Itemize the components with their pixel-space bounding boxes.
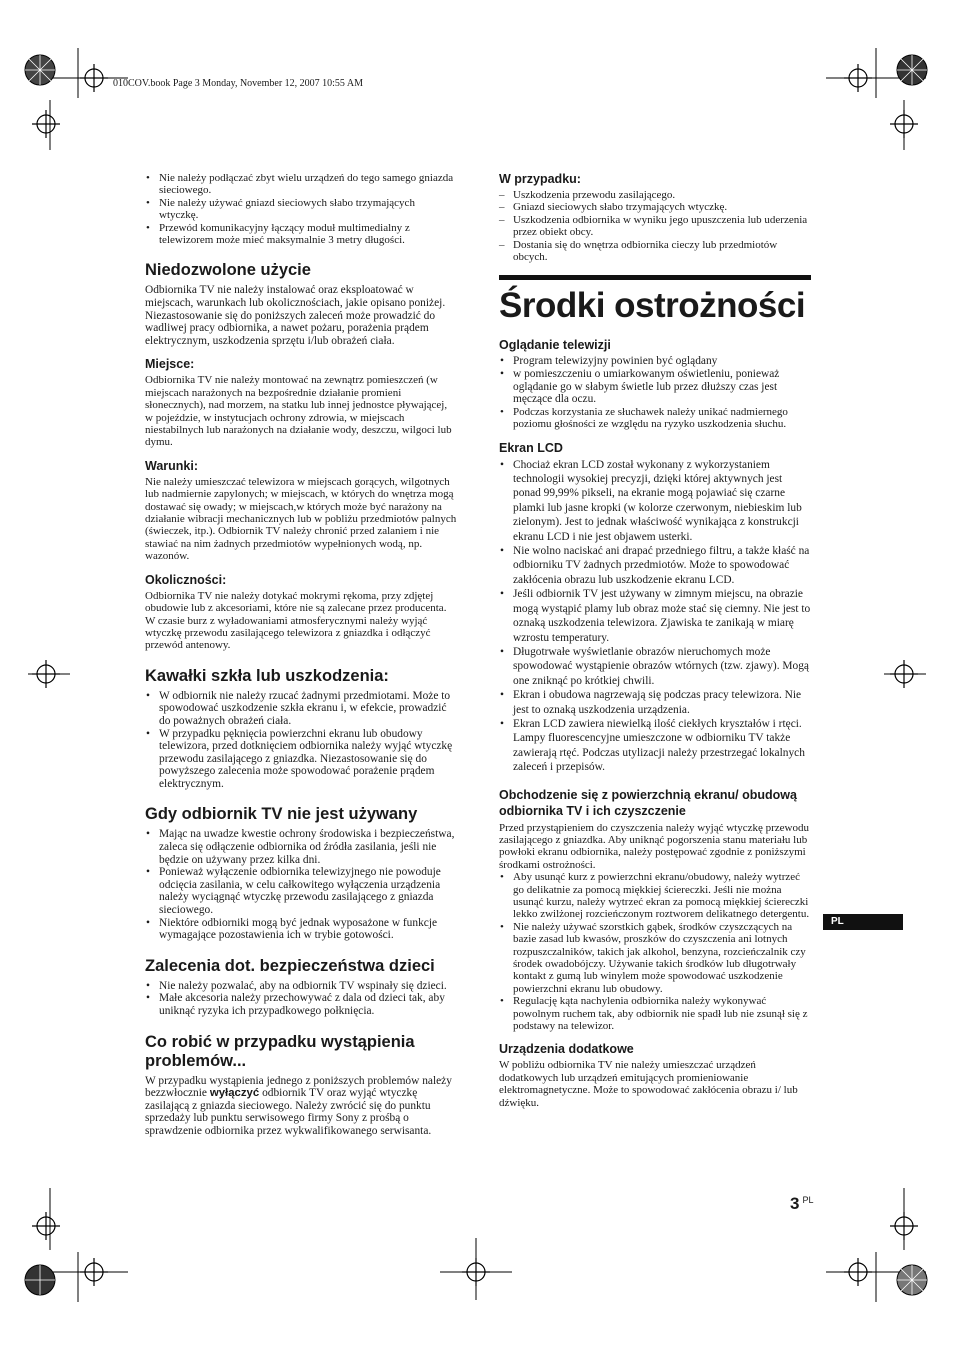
bullet-list bbox=[499, 871, 811, 1032]
section-heading: Gdy odbiornik TV nie jest używany bbox=[145, 805, 418, 824]
list-item: • W przypadku pęknięcia powierzchni ekranu lub obudowy telewizora, przed dotknięciem odbiornika należy wyjąć wtyczkę przewodu zasilającego z gniazdka. Niezastosowanie się do powyższego zalecenia może spowodować porażenie prądem elektrycznym. bbox=[145, 728, 457, 791]
list-item: • Nie należy pozwalać, aby na odbiornik TV wspinały się dzieci. bbox=[145, 980, 457, 993]
subsection-heading: Miejsce: bbox=[145, 357, 195, 372]
list-item: – Dostania się do wnętrza odbiornika cieczy lub przedmiotów obcych. bbox=[499, 239, 811, 264]
list-item: • Niektóre odbiorniki mogą być jednak wyposażone w funkcje wymagające pozostawienia ich w trybie gotowości. bbox=[145, 917, 457, 942]
language-tab: PL bbox=[823, 914, 903, 930]
list-item: • Aby usunąć kurz z powierzchni ekranu/obudowy, należy wytrzeć go delikatnie za pomocą miękkiej ściereczki. Jeśli nie można usunąć kurzu, należy wytrzeć ekran za pomocą miękkiej ściereczki lekko zwilżonej rozcieńczonym roztworem delikatnego detergentu. bbox=[499, 871, 811, 921]
list-item: • Nie należy używać szorstkich gąbek, środków czyszczących na bazie zasad lub kwasów, proszków do czyszczenia ani lotnych rozpuszczalników, takich jak alkohol, benzyna, rozcieńczalnik czy środek owadobójczy. Używanie takich środków lub długotrwały kontakt z gumą lub winylem może spowodować uszkodzenie powierzchni ekranu lub obudowy. bbox=[499, 921, 811, 995]
list-item: • Mając na uwadze kwestie ochrony środowiska i bezpieczeństwa, zaleca się odłączenie odbiornika od źródła zasilania, jeśli nie będzie on używany przez kilka dni. bbox=[145, 828, 457, 866]
section-heading: Niedozwolone użycie bbox=[145, 261, 311, 280]
subsection-heading: Warunki: bbox=[145, 458, 199, 473]
subsection-heading: Oglądanie telewizji bbox=[499, 338, 611, 353]
list-item: • Nie należy używać gniazd sieciowych słabo trzymających wtyczkę. bbox=[145, 197, 457, 222]
list-item: – Uszkodzenia przewodu zasilającego. bbox=[499, 189, 811, 201]
subsection-heading: Ekran LCD bbox=[499, 440, 563, 455]
bullet-list bbox=[145, 690, 457, 791]
list-item: • Długotrwałe wyświetlanie obrazów nieruchomych może spowodować wystąpienie obrazów wtórnych (tzw. zjawy). Mogą one zniknąć po krótkiej chwili. bbox=[499, 645, 811, 688]
list-item: • Ekran LCD zawiera niewielką ilość ciekłych kryształów i rtęci. Lampy fluorescencyjne umieszczone w odbiorniku TV także zawierają rtęć. Podczas utylizacji należy przestrzegać lokalnych zaleceń i przepisów. bbox=[499, 717, 811, 775]
left-column bbox=[145, 172, 457, 1138]
paragraph bbox=[145, 1075, 457, 1138]
page-title: Środki ostrożności bbox=[499, 286, 806, 326]
list-item: – Gniazd sieciowych słabo trzymających wtyczkę. bbox=[499, 201, 811, 213]
section-heading: Kawałki szkła lub uszkodzenia: bbox=[145, 666, 389, 685]
subsection-heading: W przypadku: bbox=[499, 172, 581, 186]
right-column bbox=[499, 172, 811, 1109]
paragraph: Nie należy umieszczać telewizora w miejscach gorących, wilgotnych lub nadmiernie zapylonych; w miejscach, w których do wnętrza mogą dostawać się owady; w miejscach,w których może być narażony na działanie wibracji mechanicznych lub w pobliżu przedmiotów palnych (świeczek, itp.). Odbiornik TV należy chronić przed zalaniem i nie stawiać na nim żadnych przedmiotów wypełnionych wodą, np. wazonów. bbox=[145, 475, 457, 563]
list-item: • Chociaż ekran LCD został wykonany z wykorzystaniem technologii wysokiej precyzji, dzięki której aktywnych jest ponad 99,99% pikseli, na ekranie mogą pojawiać się czarne plamki lub jasne kropki (w kolorze czerwonym, niebieskim lub zielonym). Jest to jednak właściwość wynikająca z konstrukcji ekranu LCD i nie jest objawem usterki. bbox=[499, 458, 811, 544]
text: W przypadku wystąpienia jednego z poniższych problemów należy bezzwłocznie bbox=[145, 1074, 452, 1100]
section-heading: Co robić w przypadku wystąpienia problemów... bbox=[145, 1032, 415, 1070]
list-item: • W odbiornik nie należy rzucać żadnymi przedmiotami. Może to spowodować uszkodzenie szkła ekranu i, w efekcie, prowadzić do poważnych obrażeń ciała. bbox=[145, 690, 457, 728]
bullet-list bbox=[145, 980, 457, 1018]
dash-list bbox=[499, 189, 811, 263]
page-lang: PL bbox=[802, 1195, 814, 1205]
text: odbiornik TV oraz wyjąć wtyczkę zasilającą z gniazda sieciowego. Należy zwrócić się do punktu sprzedaży lub punktu serwisowego firmy Sony z prośbą o sprawdzenie odbiornika przez wykwalifikowanego serwisanta. bbox=[145, 1087, 432, 1137]
list-item: • Program telewizyjny powinien być oglądany bbox=[499, 355, 811, 368]
paragraph: Przed przystąpieniem do czyszczenia należy wyjąć wtyczkę przewodu zasilającego z gniazdka. Aby uniknąć pogorszenia stanu materiału lub powłoki ekranu odbiornika, należy postępować zgodnie z poniższymi środkami ostrożności. bbox=[499, 821, 809, 871]
bold-text: wyłączyć bbox=[209, 1087, 260, 1100]
intro-list bbox=[145, 172, 457, 246]
list-item: – Uszkodzenia odbiornika w wyniku jego upuszczenia lub uderzenia przez obiekt obcy. bbox=[499, 214, 811, 239]
list-item: • Podczas korzystania ze słuchawek należy unikać nadmiernego poziomu głośności ze względu na ryzyko uszkodzenia słuchu. bbox=[499, 406, 811, 431]
list-item: • Ponieważ wyłączenie odbiornika telewizyjnego nie powoduje odcięcia zasilania, w celu całkowitego wyłączenia urządzenia należy wyciągnąć wtyczkę przewodu zasilającego z gniazda sieciowego. bbox=[145, 866, 457, 916]
section-heading: Zalecenia dot. bezpieczeństwa dzieci bbox=[145, 956, 435, 975]
bullet-list bbox=[145, 828, 457, 941]
subsection-heading: Urządzenia dodatkowe bbox=[499, 1042, 634, 1057]
list-item: • Jeśli odbiornik TV jest używany w zimnym miejscu, na obrazie mogą wystąpić plamy lub obraz może stać się ciemny. Nie jest to oznaką uszkodzenia telewizora. Zjawiska te zanikają w miarę wzrostu temperatury. bbox=[499, 587, 811, 645]
subsection-heading: Okoliczności: bbox=[145, 572, 227, 587]
list-item: • Regulację kąta nachylenia odbiornika należy wykonywać powolnym ruchem tak, aby odbiornik nie spadł lub nie zsunął się z podstawy na telewizor. bbox=[499, 995, 811, 1032]
bullet-list bbox=[499, 355, 811, 430]
page-number-value: 3 bbox=[790, 1194, 800, 1213]
title-rule bbox=[499, 275, 811, 280]
paragraph: Odbiornika TV nie należy instalować oraz eksploatować w miejscach, warunkach lub okolicznościach, jakie opisano poniżej. Niezastosowanie się do poniższych zaleceń może prowadzić do wadliwej pracy odbiornika, a nawet pożaru, porażenia prądem elektrycznym, uszkodzenia sprzętu i/lub obrażeń ciała. bbox=[145, 284, 446, 347]
list-item: • Nie wolno naciskać ani drapać przedniego filtru, a także kłaść na odbiorniku TV żadnych przedmiotów. Może to spowodować zakłócenia obrazu lub uszkodzenie ekranu LCD. bbox=[499, 544, 811, 587]
paragraph: Odbiornika TV nie należy montować na zewnątrz pomieszczeń (w miejscach narażonych na bezpośrednie działanie promieni słonecznych), nad morzem, na statku lub innej jednostce pływającej, w pojeździe, w instytucjach ochrony zdrowia, w miejscach niestabilnych lub narażonych na działanie wody, deszczu, wilgoci lub dymu. bbox=[145, 374, 452, 449]
paragraph: Odbiornika TV nie należy dotykać mokrymi rękoma, przy zdjętej obudowie lub z akcesoriami, które nie są zalecane przez producenta. W czasie burz z wyładowaniami atmosferycznymi należy wyjąć wtyczkę przewodu zasilającego telewizora z gniazdka i odłączyć przewód antenowy. bbox=[145, 589, 447, 652]
subsection-heading: Obchodzenie się z powierzchnią ekranu/ obudową odbiornika TV i ich czyszczenie bbox=[499, 787, 797, 818]
list-item: • w pomieszczeniu o umiarkowanym oświetleniu, ponieważ oglądanie go w słabym świetle lub przez dłuższy czas jest męczące dla oczu. bbox=[499, 368, 811, 406]
list-item: • Małe akcesoria należy przechowywać z dala od dzieci tak, aby uniknąć ryzyka ich przypadkowego połknięcia. bbox=[145, 992, 457, 1017]
bullet-list bbox=[499, 458, 811, 775]
paragraph: W pobliżu odbiornika TV nie należy umieszczać urządzeń dodatkowych lub urządzeń emitujących promieniowanie elektromagnetyczne. Może to spowodować zakłócenia obrazu i/ lub dźwięku. bbox=[499, 1059, 798, 1109]
list-item: • Ekran i obudowa nagrzewają się podczas pracy telewizora. Nie jest to oznaką uszkodzenia urządzenia. bbox=[499, 688, 811, 717]
list-item: • Przewód komunikacyjny łączący moduł multimedialny z telewizorem może mieć maksymalnie 3 metry długości. bbox=[145, 222, 457, 247]
file-header: 010COV.book Page 3 Monday, November 12, 2007 10:55 AM bbox=[113, 78, 363, 89]
list-item: • Nie należy podłączać zbyt wielu urządzeń do tego samego gniazda sieciowego. bbox=[145, 172, 457, 197]
page-number bbox=[790, 1194, 813, 1214]
